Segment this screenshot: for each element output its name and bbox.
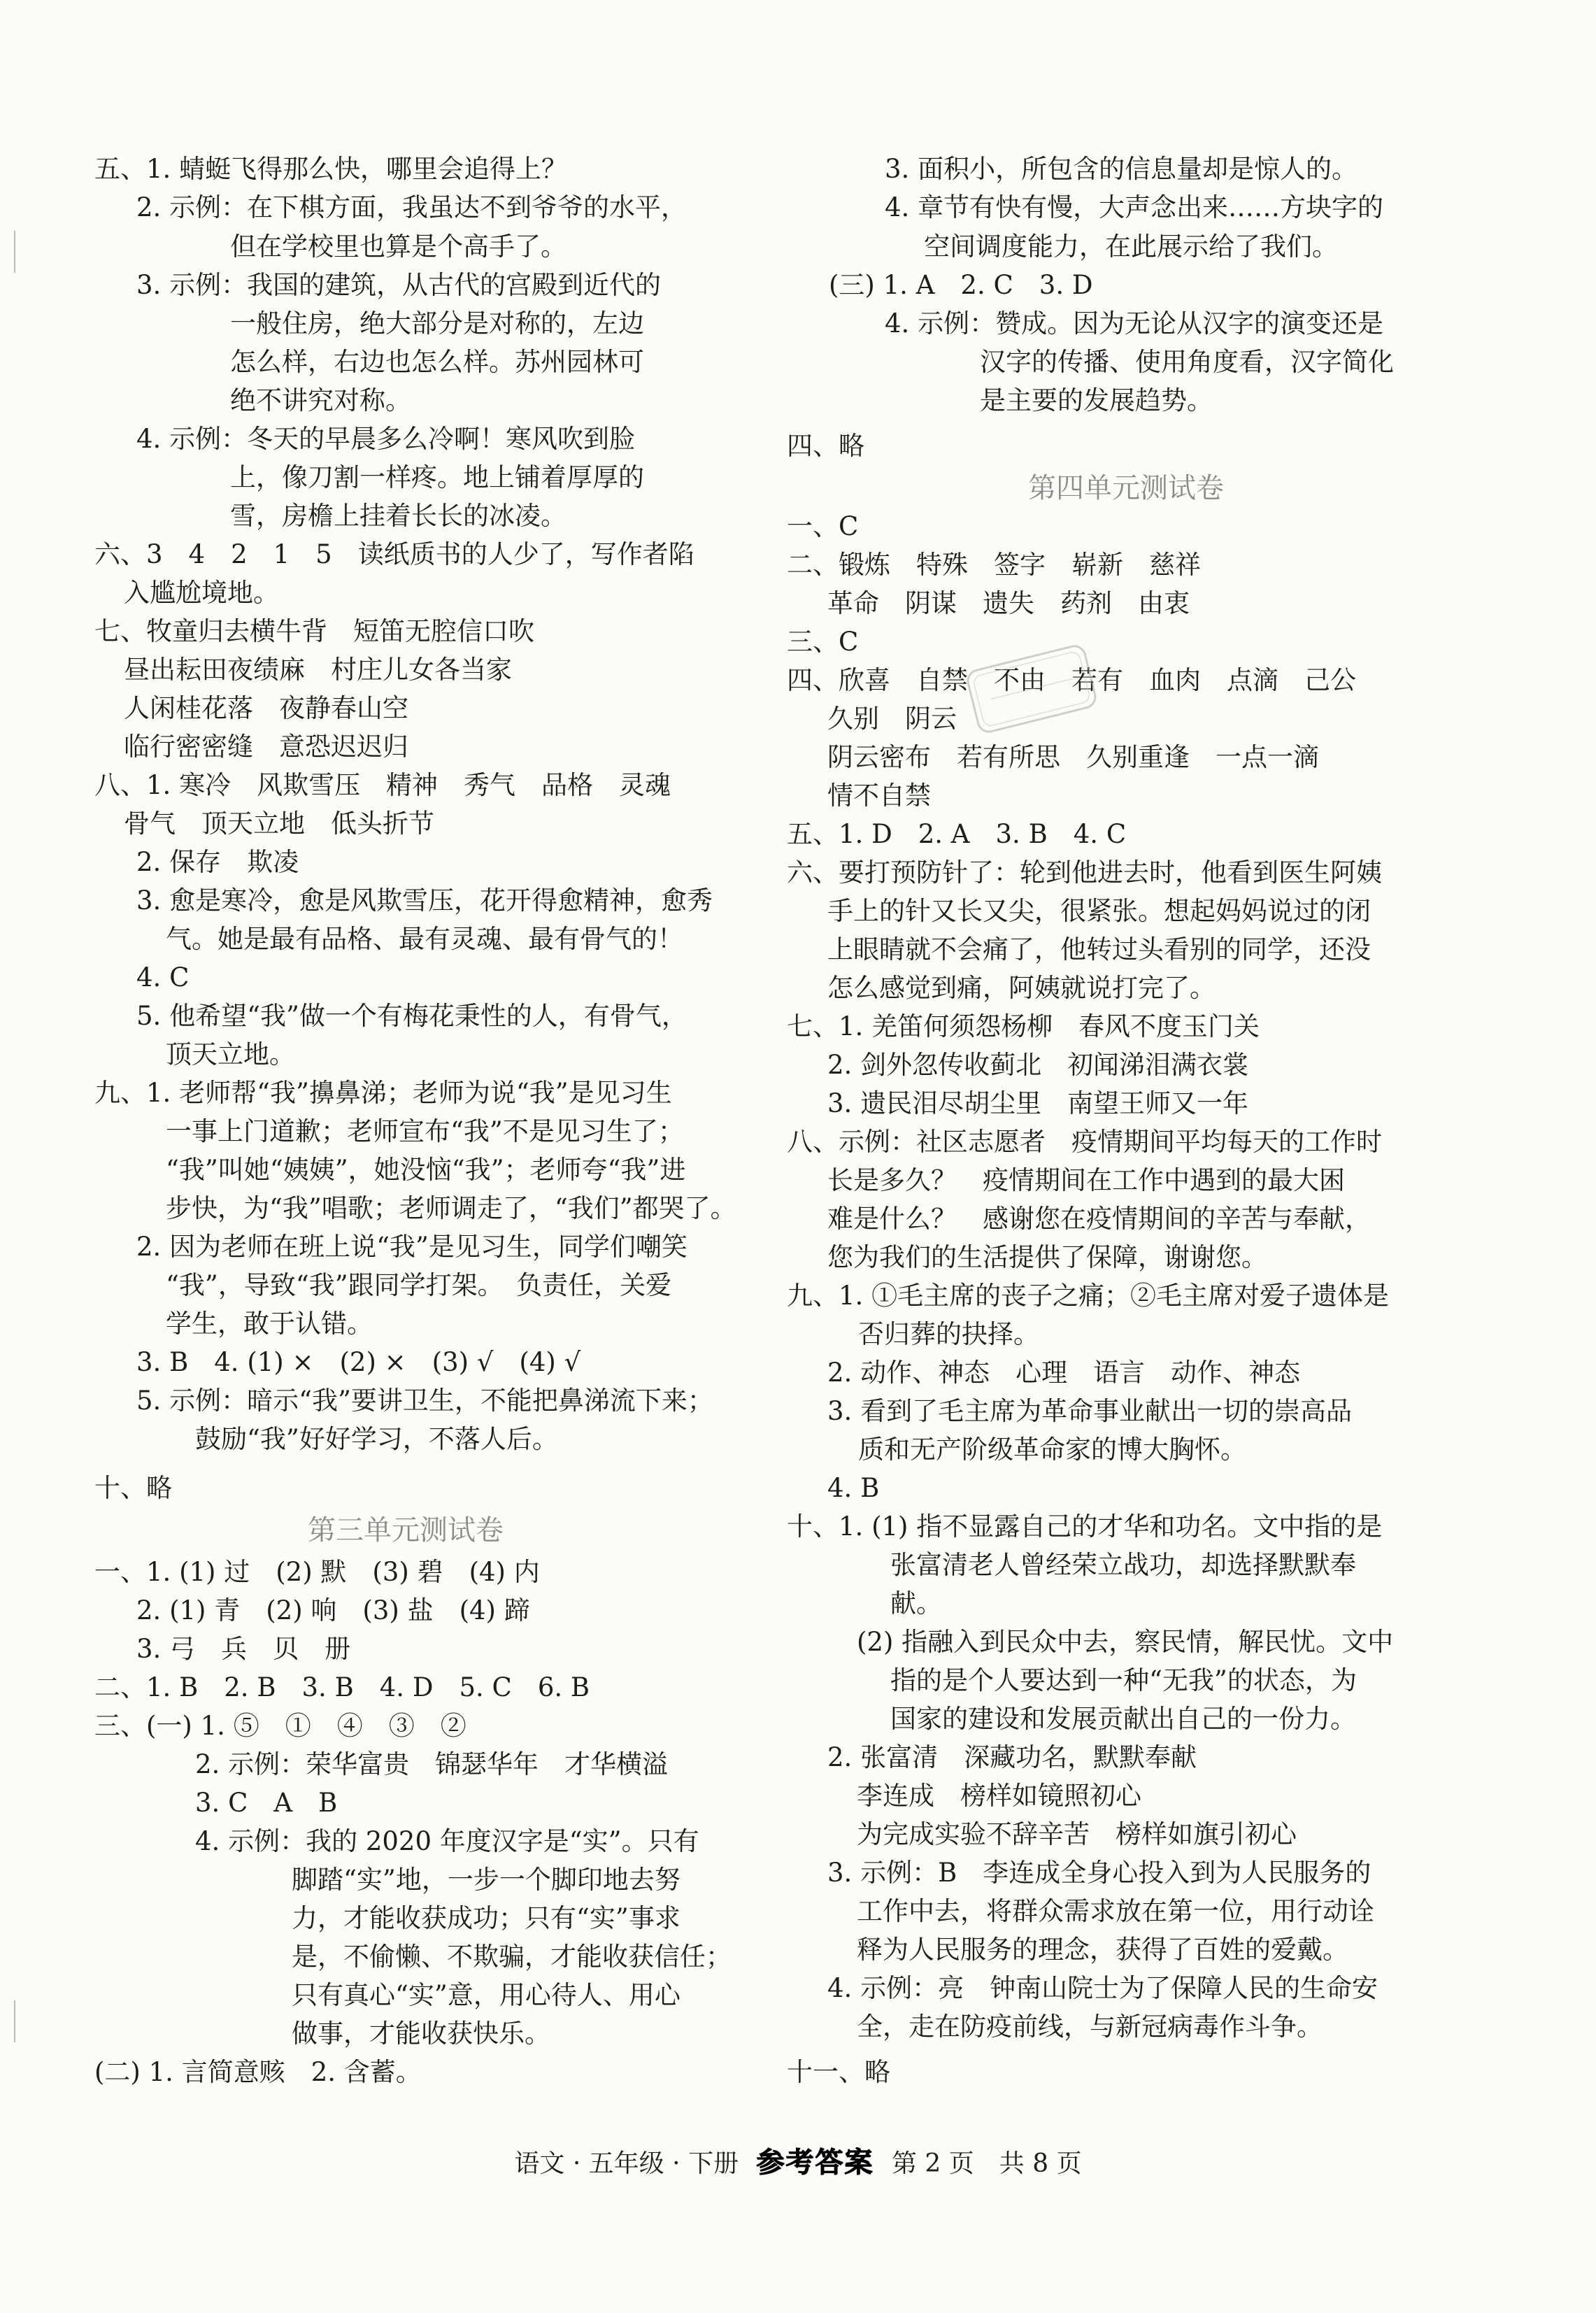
answer-line: 3. 愈是寒冷，愈是风欺雪压，花开得愈精神，愈秀 [136,885,713,916]
scan-edge-mark [14,231,15,273]
answer-line: 3. C A B [195,1788,338,1818]
answer-line: 5. 他希望“我”做一个有梅花秉性的人，有骨气， [136,1001,687,1031]
answer-line: (2) 指融入到民众中去，察民情，解民忧。文中 [857,1627,1394,1657]
answer-line: 释为人民服务的理念，获得了百姓的爱戴。 [857,1935,1348,1965]
scan-edge-mark [14,2000,15,2042]
answer-line: 李连成 榜样如镜照初心 [857,1781,1141,1811]
answer-line: 是主要的发展趋势。 [980,385,1213,415]
answer-line: 昼出耘田夜绩麻 村庄儿女各当家 [124,655,512,685]
answer-line: 一、C [787,511,859,541]
answer-line: 2. (1) 青 (2) 响 (3) 盐 (4) 蹄 [136,1595,530,1625]
answer-line: 绝不讲究对称。 [230,385,411,415]
answer-line: (二) 1. 言简意赅 2. 含蓄。 [94,2057,422,2087]
answer-line: 汉字的传播、使用角度看，汉字简化 [980,347,1394,377]
answer-line: 4. 示例：冬天的早晨多么冷啊！寒风吹到脸 [136,424,636,454]
answer-line: 一般住房，绝大部分是对称的，左边 [230,308,644,339]
footer-subject: 语文 · 五年级 · 下册 [514,2149,739,2178]
answer-line: 4. 章节有快有慢，大声念出来……方块字的 [885,192,1384,222]
answer-line: 上，像刀割一样疼。地上铺着厚厚的 [230,462,644,492]
answer-line: 指的是个人要达到一种“无我”的状态，为 [890,1665,1357,1695]
answer-line: 五、1. 蜻蜓飞得那么快，哪里会追得上？ [94,154,568,184]
answer-line: 革命 阴谋 遗失 药剂 由衷 [827,588,1190,618]
answer-line: 质和无产阶级革命家的博大胸怀。 [858,1435,1246,1465]
answer-line: 雪，房檐上挂着长长的冰凌。 [230,501,567,531]
answer-line: 4. 示例：赞成。因为无论从汉字的演变还是 [885,308,1384,339]
answer-line: 六、要打预防针了：轮到他进去时，他看到医生阿姨 [787,857,1382,888]
answer-line: 步快，为“我”唱歌；老师调走了，“我们”都哭了。 [166,1193,736,1223]
answer-line: 十、略 [94,1473,172,1503]
answer-line: 全，走在防疫前线，与新冠病毒作斗争。 [857,2012,1323,2042]
answer-line: 脚踏“实”地，一步一个脚印地去努 [292,1865,681,1895]
answer-line: 手上的针又长又尖，很紧张。想起妈妈说过的闭 [827,896,1371,926]
answer-line: 怎么感觉到痛，阿姨就说打完了。 [827,973,1216,1003]
answer-line: 鼓励“我”好好学习，不落人后。 [195,1424,558,1454]
answer-line: 3. 弓 兵 贝 册 [136,1634,351,1664]
answer-line: 长是多久？ 疫情期间在工作中遇到的最大困 [827,1165,1345,1195]
answer-line: 三、C [787,627,859,657]
answer-line: 4. 示例：我的 2020 年度汉字是“实”。只有 [195,1826,699,1856]
answer-line: (三) 1. A 2. C 3. D [829,270,1093,300]
answer-line: 只有真心“实”意，用心待人、用心 [292,1980,681,2010]
answer-line: 国家的建设和发展贡献出自己的一份力。 [890,1704,1356,1734]
answer-line: 2. 动作、神态 心理 语言 动作、神态 [827,1358,1301,1388]
answer-line: 4. B [827,1473,880,1503]
answer-line: 3. 看到了毛主席为革命事业献出一切的崇高品 [827,1396,1353,1426]
answer-line: 上眼睛就不会痛了，他转过头看别的同学，还没 [827,934,1371,965]
answer-line: 六、3 4 2 1 5 读纸质书的人少了，写作者陷 [94,539,694,569]
answer-line: 一、1. (1) 过 (2) 默 (3) 碧 (4) 内 [94,1557,540,1587]
answer-line: 十、1. (1) 指不显露自己的才华和功名。文中指的是 [787,1511,1383,1542]
answer-line: 五、1. D 2. A 3. B 4. C [787,819,1127,849]
answer-line: 情不自禁 [827,781,931,811]
answer-line: 2. 示例：荣华富贵 锦瑟华年 才华横溢 [195,1749,669,1779]
answer-line: 2. 示例：在下棋方面，我虽达不到爷爷的水平， [136,192,687,222]
answer-line: 学生，敢于认错。 [166,1309,373,1339]
answer-line: 4. C [136,962,190,992]
answer-line: 气。她是最有品格、最有灵魂、最有骨气的！ [166,924,683,954]
answer-line: 2. 因为老师在班上说“我”是见习生，同学们嘲笑 [136,1232,687,1262]
answer-line: 顶天立地。 [166,1039,295,1069]
answer-line: 但在学校里也算是个高手了。 [230,232,567,262]
answer-line: 张富清老人曾经荣立战功，却选择默默奉 [890,1550,1356,1580]
answer-line: 八、1. 寒冷 风欺雪压 精神 秀气 品格 灵魂 [94,770,671,800]
answer-line: 七、牧童归去横牛背 短笛无腔信口吹 [94,616,534,646]
answer-line: 您为我们的生活提供了保障，谢谢您。 [827,1242,1267,1272]
answer-line: 入尴尬境地。 [124,578,279,608]
answer-line: 难是什么？ 感谢您在疫情期间的辛苦与奉献， [827,1204,1371,1234]
answer-line: 4. 示例：亮 钟南山院士为了保障人民的生命安 [827,1973,1378,2003]
answer-line: 力，才能收获成功；只有“实”事求 [292,1903,681,1933]
answer-line: “我”叫她“姨姨”，她没恼“我”；老师夸“我”进 [166,1155,686,1185]
answer-line: 人闲桂花落 夜静春山空 [124,693,408,723]
answer-line: 久别 阴云 [827,704,957,734]
answer-line: 七、1. 羌笛何须怨杨柳 春风不度玉门关 [787,1011,1260,1041]
answer-line: 否归葬的抉择。 [858,1319,1039,1349]
answer-line: 四、欣喜 自禁 不由 若有 血肉 点滴 己公 [787,665,1356,695]
section-heading-unit-4: 第四单元测试卷 [1028,472,1224,504]
answer-line: 3. 面积小，所包含的信息量却是惊人的。 [885,154,1358,184]
footer-page-number: 第 2 页 共 8 页 [891,2149,1082,2178]
answer-line: 2. 保存 欺凌 [136,847,299,877]
answer-line: 九、1. ①毛主席的丧子之痛；②毛主席对爱子遗体是 [787,1281,1390,1311]
answer-line: 工作中去，将群众需求放在第一位，用行动诠 [857,1896,1374,1926]
answer-line: 做事，才能收获快乐。 [292,2019,550,2049]
answer-line: 三、(一) 1. ⑤ ① ④ ③ ② [94,1711,466,1741]
footer-brand: 参考答案 [756,2146,874,2179]
section-heading-unit-3: 第三单元测试卷 [308,1514,504,1546]
watermark-stamp [961,636,1102,741]
answer-line: 3. 示例：B 李连成全身心投入到为人民服务的 [827,1858,1371,1888]
answer-line: 四、略 [787,431,864,461]
answer-line: 3. 示例：我国的建筑，从古代的宫殿到近代的 [136,270,662,300]
answer-line: 3. B 4. (1) × (2) × (3) √ (4) √ [136,1347,581,1377]
answer-line: 二、锻炼 特殊 签字 崭新 慈祥 [787,550,1201,580]
answer-line: 骨气 顶天立地 低头折节 [124,809,434,839]
answer-line: 九、1. 老师帮“我”擤鼻涕；老师为说“我”是见习生 [94,1078,672,1108]
answer-line: 是，不偷懒、不欺骗，才能收获信任； [292,1942,732,1972]
answer-line: 空间调度能力，在此展示给了我们。 [924,232,1338,262]
page-footer [0,2144,1596,2182]
answer-line: 临行密密缝 意恐迟迟归 [124,732,408,762]
answer-line: 怎么样，右边也怎么样。苏州园林可 [230,347,644,377]
answer-line: 3. 遗民泪尽胡尘里 南望王师又一年 [827,1088,1249,1118]
answer-line: 2. 张富清 深藏功名，默默奉献 [827,1742,1197,1772]
answer-line: 一事上门道歉；老师宣布“我”不是见习生了； [166,1116,684,1146]
answer-line: 献。 [890,1588,942,1618]
answer-line: 5. 示例：暗示“我”要讲卫生，不能把鼻涕流下来； [136,1386,713,1416]
answer-line: “我”，导致“我”跟同学打架。 负责任，关爱 [166,1270,672,1300]
answer-line: 二、1. B 2. B 3. B 4. D 5. C 6. B [94,1672,590,1702]
answer-line: 十一、略 [787,2057,890,2087]
answer-line: 八、示例：社区志愿者 疫情期间平均每天的工作时 [787,1127,1382,1157]
answer-line: 2. 剑外忽传收蓟北 初闻涕泪满衣裳 [827,1050,1249,1080]
answer-line: 阴云密布 若有所思 久别重逢 一点一滴 [827,742,1319,772]
answer-line: 为完成实验不辞辛苦 榜样如旗引初心 [857,1819,1297,1849]
